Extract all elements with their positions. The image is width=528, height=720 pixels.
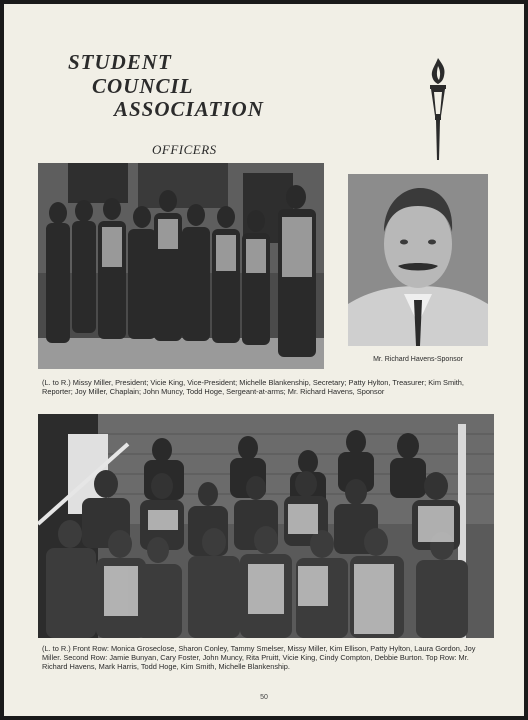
officers-caption: (L. to R.) Missy Miller, President; Vicie King, Vice-President; Michelle Blankenship, Secretary; Patty Hylton, Treasurer; Kim Smith, Reporter; Joy Miller, Chaplain; John Muncy, Todd Hoge, Sergeant-at-arms; Mr. Richard Havens, Sponsor — [42, 378, 464, 396]
officers-heading: OFFICERS — [152, 142, 217, 157]
council-caption: (L. to R.) Front Row: Monica Groseclose, Sharon Conley, Tammy Smelser, Missy Miller, Kim Ellison, Patty Hylton, Laura Gordon, Joy Miller. Second Row: Jamie Bunyan, Cary Foster, John Muncy, Rita Pruitt, Vicie King, Cindy Compton, Debbie Burton. Top Row: Mr. Richard Havens, Mark Harris, Todd Hoge, Kim Smith, Michelle Blankenship. — [42, 644, 476, 671]
title-line-1: STUDENT — [68, 50, 172, 74]
council-group-photo — [38, 414, 494, 638]
title-line-2: COUNCIL — [92, 74, 194, 98]
yearbook-page — [4, 4, 524, 716]
torch-icon — [424, 56, 452, 164]
officers-group-photo — [38, 163, 324, 369]
title-line-3: ASSOCIATION — [114, 97, 264, 121]
sponsor-caption: Mr. Richard Havens-Sponsor — [373, 356, 463, 363]
sponsor-portrait-photo — [348, 174, 488, 346]
page-number: 50 — [260, 694, 268, 701]
